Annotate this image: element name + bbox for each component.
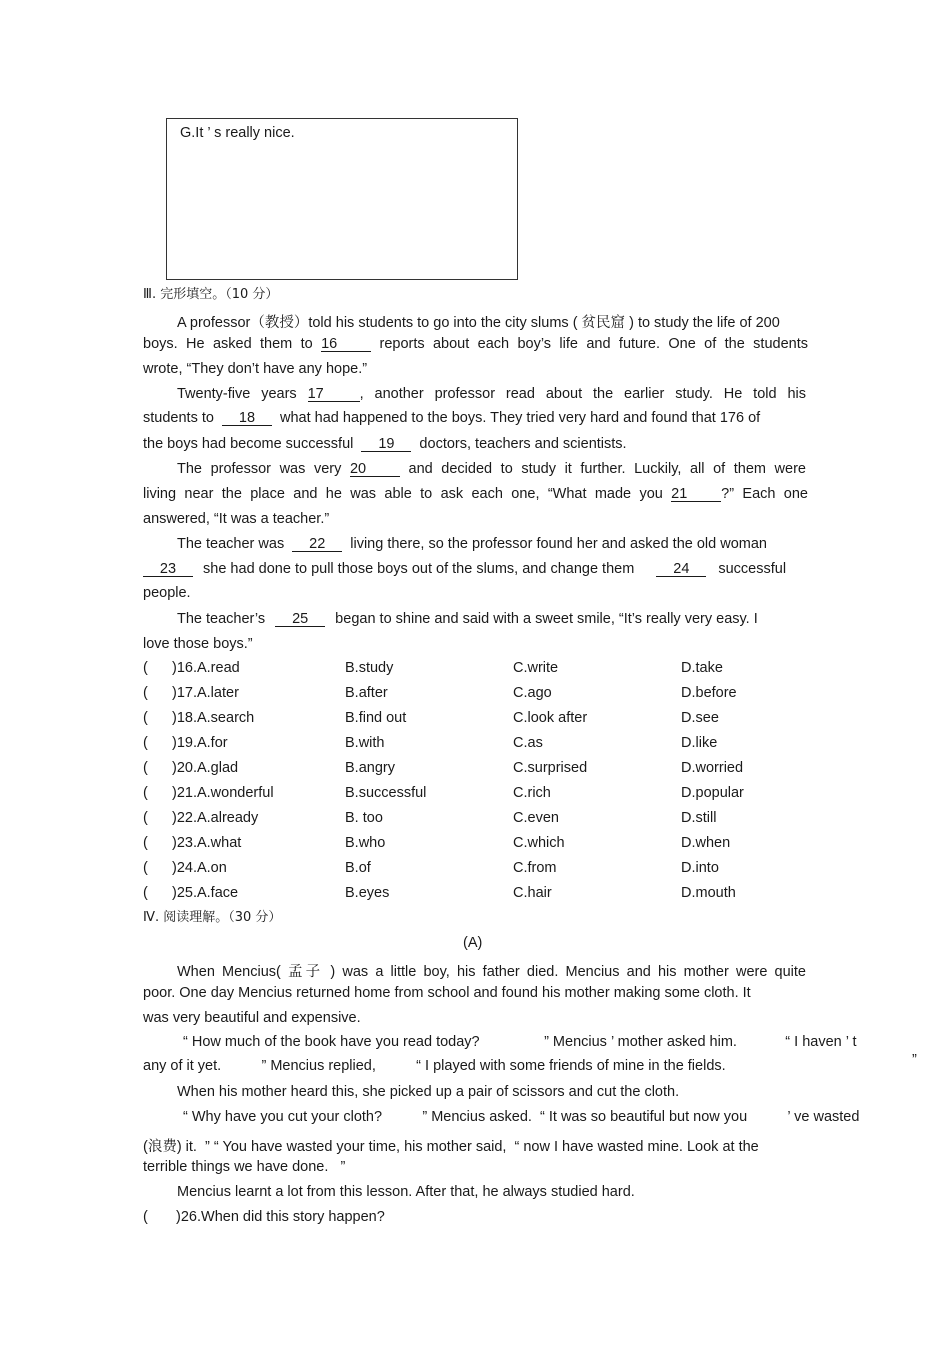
option-b: B.find out xyxy=(345,710,407,726)
option-b: B.eyes xyxy=(345,885,390,901)
option-a: )25.A.face xyxy=(172,885,239,901)
passage-line: living near the place and he was able to ask each one, “What made you 21 ?” Each one xyxy=(143,486,808,502)
option-d: D.before xyxy=(681,685,737,701)
option-d: D.popular xyxy=(681,785,744,801)
section-3-heading: Ⅲ. 完形填空。（10 分） xyxy=(143,287,279,302)
answer-paren[interactable]: ( xyxy=(143,760,148,776)
option-c: C.rich xyxy=(513,785,551,801)
passage-line: The teacher’s 25 began to shine and said with a sweet smile, “It’s really very easy. I xyxy=(177,611,758,627)
section-4-heading: Ⅳ. 阅读理解。（30 分） xyxy=(143,910,282,925)
option-d: D.see xyxy=(681,710,719,726)
option-b: B.who xyxy=(345,835,386,851)
blank-16: 16 xyxy=(321,337,371,352)
option-d: D.worried xyxy=(681,760,744,776)
passage-line: The professor was very 20 and decided to study it further. Luckily, all of them were xyxy=(177,461,806,477)
option-d: D.mouth xyxy=(681,885,736,901)
answer-paren[interactable]: ( xyxy=(143,710,148,726)
option-b: B.angry xyxy=(345,760,395,776)
passage-line: A professor（教授）told his students to go into the city slums ( 贫民窟 ) to study the life of 200 xyxy=(177,315,780,331)
passage-line: any of it yet. ” Mencius replied, “ I played with some friends of mine in the fields. xyxy=(143,1058,726,1074)
answer-paren[interactable]: ( xyxy=(143,660,148,676)
option-b: B.of xyxy=(345,860,371,876)
blank-25: 25 xyxy=(275,612,325,627)
option-c: C.write xyxy=(513,660,559,676)
option-a: )16.A.read xyxy=(172,660,240,676)
answer-paren[interactable]: ( xyxy=(143,685,148,701)
option-g-text: G.It ’ s really nice. xyxy=(180,125,295,141)
passage-line: love those boys.” xyxy=(143,636,253,652)
option-b: B.with xyxy=(345,735,385,751)
answer-paren[interactable]: ( xyxy=(143,835,148,851)
answer-paren[interactable]: ( xyxy=(143,735,148,751)
blank-17: 17 xyxy=(308,387,360,402)
answer-paren[interactable]: ( xyxy=(143,860,148,876)
answer-option-box xyxy=(166,118,518,280)
passage-line: 23 she had done to pull those boys out of the slums, and change them 24 successful xyxy=(143,561,808,577)
option-c: C.look after xyxy=(513,710,588,726)
passage-line: The teacher was 22 living there, so the professor found her and asked the old woman xyxy=(177,536,767,552)
option-a: )23.A.what xyxy=(172,835,242,851)
passage-line: wrote, “They don’t have any hope.” xyxy=(143,361,368,377)
option-a: )19.A.for xyxy=(172,735,228,751)
option-d: D.when xyxy=(681,835,731,851)
passage-line: (浪费) it. ” “ You have wasted your time, his mother said, “ now I have wasted mine. Look at the xyxy=(143,1139,759,1155)
question-26: ( )26.When did this story happen? xyxy=(143,1209,385,1225)
blank-18: 18 xyxy=(222,411,272,426)
option-b: B.after xyxy=(345,685,388,701)
option-c: C.even xyxy=(513,810,559,826)
passage-line: the boys had become successful 19 doctors, teachers and scientists. xyxy=(143,436,627,452)
option-b: B.study xyxy=(345,660,394,676)
passage-line: answered, “It was a teacher.” xyxy=(143,511,330,527)
blank-20: 20 xyxy=(350,462,400,477)
passage-line: students to 18 what had happened to the boys. They tried very hard and found that 176 of xyxy=(143,410,761,426)
option-a: )24.A.on xyxy=(172,860,227,876)
option-d: D.still xyxy=(681,810,717,826)
option-a: )17.A.later xyxy=(172,685,239,701)
passage-line: terrible things we have done. ” xyxy=(143,1159,346,1175)
option-a: )21.A.wonderful xyxy=(172,785,274,801)
passage-line: When his mother heard this, she picked up a pair of scissors and cut the cloth. xyxy=(177,1084,680,1100)
option-b: B. too xyxy=(345,810,383,826)
answer-paren[interactable]: ( xyxy=(143,885,148,901)
blank-22: 22 xyxy=(292,537,342,552)
option-b: B.successful xyxy=(345,785,427,801)
answer-paren[interactable]: ( xyxy=(143,810,148,826)
passage-line: people. xyxy=(143,585,191,601)
option-a: )20.A.glad xyxy=(172,760,239,776)
blank-21: 21 xyxy=(671,487,721,502)
option-d: D.take xyxy=(681,660,723,676)
option-d: D.like xyxy=(681,735,718,751)
blank-23: 23 xyxy=(143,562,193,577)
option-c: C.as xyxy=(513,735,543,751)
option-c: C.hair xyxy=(513,885,552,901)
stray-quote: ” xyxy=(912,1052,917,1068)
blank-19: 19 xyxy=(361,437,411,452)
passage-line: boys. He asked them to 16 reports about each boy’s life and future. One of the students xyxy=(143,336,808,352)
passage-line: was very beautiful and expensive. xyxy=(143,1010,361,1026)
passage-line: poor. One day Mencius returned home from school and found his mother making some cloth. It xyxy=(143,985,751,1001)
blank-24: 24 xyxy=(656,562,706,577)
passage-line: Mencius learnt a lot from this lesson. After that, he always studied hard. xyxy=(177,1184,635,1200)
option-d: D.into xyxy=(681,860,719,876)
option-c: C.surprised xyxy=(513,760,588,776)
option-c: C.which xyxy=(513,835,565,851)
passage-line: “ How much of the book have you read today? ” Mencius ’ mother asked him. “ I haven ’ t xyxy=(183,1034,857,1050)
option-c: C.ago xyxy=(513,685,552,701)
passage-line: Twenty-five years 17 , another professor read about the earlier study. He told his xyxy=(177,386,806,402)
passage-label: (A) xyxy=(463,935,483,951)
passage-line: When Mencius( 孟子 ) was a little boy, his father died. Mencius and his mother were quite xyxy=(177,964,806,980)
option-a: )22.A.already xyxy=(172,810,259,826)
option-a: )18.A.search xyxy=(172,710,255,726)
option-c: C.from xyxy=(513,860,557,876)
passage-line: “ Why have you cut your cloth? ” Mencius asked. “ It was so beautiful but now you ’ ve wasted xyxy=(183,1109,860,1125)
answer-paren[interactable]: ( xyxy=(143,785,148,801)
